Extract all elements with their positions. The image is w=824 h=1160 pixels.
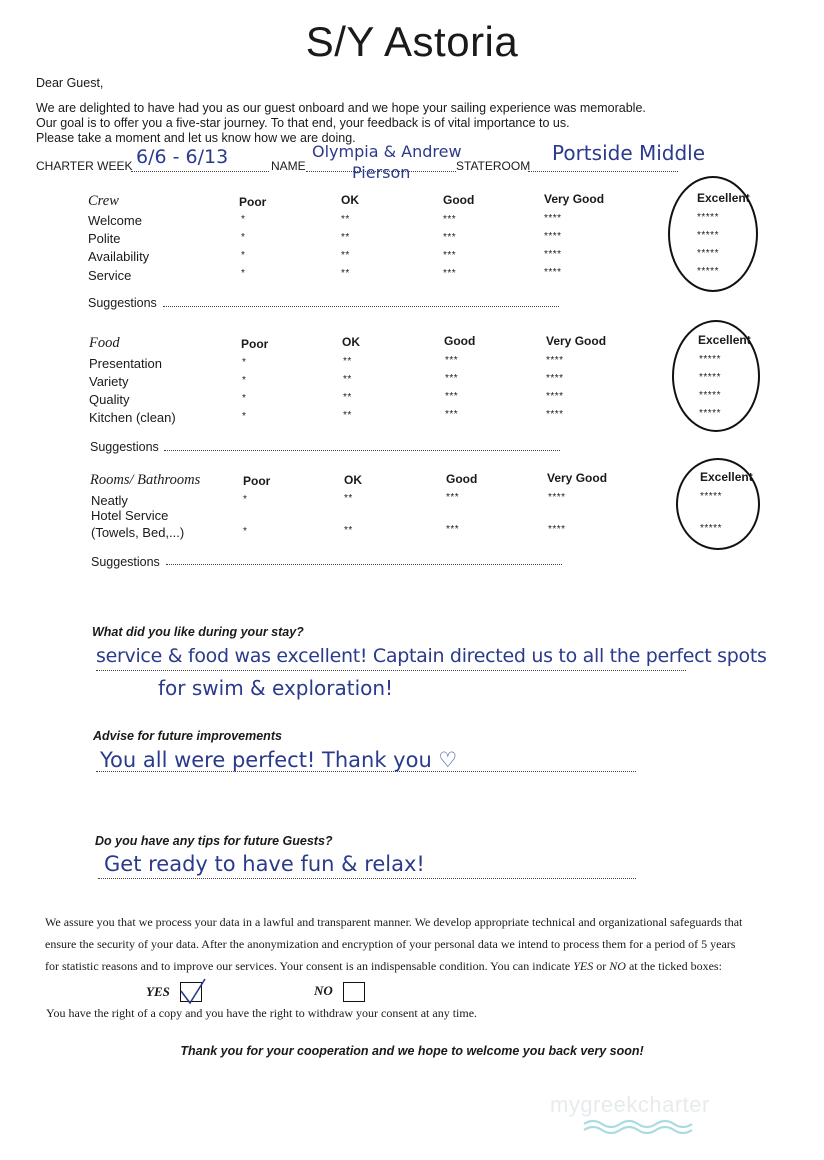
legal-rights: You have the right of a copy and you have the right to withdraw your consent at any time. bbox=[46, 1006, 478, 1020]
col-very-good-rooms: Very Good bbox=[547, 471, 608, 485]
closing-note: Thank you for your cooperation and we hope to welcome you back very soon! bbox=[180, 1044, 644, 1058]
crew-row-polite: Polite bbox=[88, 231, 121, 246]
rooms-hotel-very-good[interactable]: **** bbox=[548, 524, 566, 535]
col-very-good-food: Very Good bbox=[546, 334, 607, 348]
crew-welcome-excellent[interactable]: ***** bbox=[697, 212, 719, 223]
col-good-food: Good bbox=[444, 334, 476, 348]
crew-suggestions-line[interactable] bbox=[163, 306, 559, 307]
crew-polite-very-good[interactable]: **** bbox=[544, 231, 562, 242]
rooms-neatly-very-good[interactable]: **** bbox=[548, 492, 566, 503]
crew-availability-ok[interactable]: ** bbox=[341, 250, 350, 261]
col-poor-rooms: Poor bbox=[243, 474, 271, 488]
rooms-hotel-excellent[interactable]: ***** bbox=[700, 523, 722, 534]
food-kitchen-excellent[interactable]: ***** bbox=[699, 408, 721, 419]
col-good-rooms: Good bbox=[446, 472, 478, 486]
excellent-circle-rooms bbox=[676, 458, 760, 550]
crew-polite-good[interactable]: *** bbox=[443, 232, 457, 243]
rooms-suggestions-line[interactable] bbox=[166, 564, 562, 565]
answer-liked-line1[interactable]: service & food was excellent! Captain directed us to all the perfect spots bbox=[96, 645, 767, 667]
food-variety-excellent[interactable]: ***** bbox=[699, 372, 721, 383]
crew-polite-excellent[interactable]: ***** bbox=[697, 230, 719, 241]
legal-or-word: or bbox=[593, 959, 610, 973]
food-suggestions-line[interactable] bbox=[164, 450, 560, 451]
legal-no-word: NO bbox=[609, 959, 626, 973]
col-poor-food: Poor bbox=[241, 337, 269, 351]
crew-row-welcome: Welcome bbox=[88, 213, 142, 228]
crew-row-service: Service bbox=[88, 268, 132, 283]
rooms-neatly-poor[interactable]: * bbox=[243, 494, 248, 505]
rooms-hotel-good[interactable]: *** bbox=[446, 524, 460, 535]
col-excellent-rooms: Excellent bbox=[700, 470, 753, 484]
food-variety-good[interactable]: *** bbox=[445, 373, 459, 384]
legal-line-3b: at the ticked boxes: bbox=[625, 959, 722, 973]
food-presentation-excellent[interactable]: ***** bbox=[699, 354, 721, 365]
crew-service-excellent[interactable]: ***** bbox=[697, 266, 719, 277]
answer-liked-line bbox=[96, 670, 686, 671]
rooms-row-towels: (Towels, Bed,...) bbox=[91, 525, 185, 540]
section-title-food: Food bbox=[89, 335, 120, 351]
crew-row-availability: Availability bbox=[88, 249, 150, 264]
crew-service-poor[interactable]: * bbox=[241, 268, 246, 279]
food-kitchen-good[interactable]: *** bbox=[445, 409, 459, 420]
page-title: S/Y Astoria bbox=[305, 18, 519, 65]
question-tips: Do you have any tips for future Guests? bbox=[95, 834, 333, 848]
food-variety-ok[interactable]: ** bbox=[343, 374, 352, 385]
consent-yes-checkbox[interactable] bbox=[180, 982, 202, 1002]
stateroom-line bbox=[528, 171, 678, 172]
rooms-hotel-poor[interactable]: * bbox=[243, 526, 248, 537]
name-label: NAME bbox=[271, 159, 306, 173]
wave-icon bbox=[582, 1118, 696, 1134]
crew-polite-ok[interactable]: ** bbox=[341, 232, 350, 243]
food-variety-poor[interactable]: * bbox=[242, 375, 247, 386]
food-quality-good[interactable]: *** bbox=[445, 391, 459, 402]
legal-line-3a: for statistic reasons and to improve our services. Your consent is an indispensable condition. You can indicate bbox=[45, 959, 574, 973]
crew-service-good[interactable]: *** bbox=[443, 268, 457, 279]
crew-suggestions-label: Suggestions bbox=[88, 296, 157, 310]
legal-line-2: ensure the security of your data. After the anonymization and encryption of your personal data we intend to process them for a period of 5 years bbox=[45, 937, 736, 951]
crew-availability-excellent[interactable]: ***** bbox=[697, 248, 719, 259]
col-ok: OK bbox=[341, 193, 359, 207]
intro-line-3: Please take a moment and let us know how we are doing. bbox=[36, 131, 356, 145]
intro-line-1: We are delighted to have had you as our guest onboard and we hope your sailing experience was memorable. bbox=[36, 101, 646, 115]
food-kitchen-very-good[interactable]: **** bbox=[546, 409, 564, 420]
crew-welcome-very-good[interactable]: **** bbox=[544, 213, 562, 224]
crew-service-ok[interactable]: ** bbox=[341, 268, 350, 279]
food-quality-ok[interactable]: ** bbox=[343, 392, 352, 403]
name-value-line1[interactable]: Olympia & Andrew bbox=[312, 142, 462, 161]
answer-tips[interactable]: Get ready to have fun & relax! bbox=[104, 852, 425, 876]
food-suggestions-label: Suggestions bbox=[90, 440, 159, 454]
crew-availability-very-good[interactable]: **** bbox=[544, 249, 562, 260]
food-row-quality: Quality bbox=[89, 392, 130, 407]
question-improvements: Advise for future improvements bbox=[93, 729, 282, 743]
rooms-neatly-excellent[interactable]: ***** bbox=[700, 491, 722, 502]
section-title-rooms: Rooms/ Bathrooms bbox=[90, 472, 201, 488]
watermark-text: mygreekcharter bbox=[550, 1092, 710, 1117]
crew-availability-poor[interactable]: * bbox=[241, 250, 246, 261]
answer-tips-line bbox=[98, 878, 636, 879]
food-row-variety: Variety bbox=[89, 374, 129, 389]
rooms-hotel-ok[interactable]: ** bbox=[344, 525, 353, 536]
food-quality-very-good[interactable]: **** bbox=[546, 391, 564, 402]
food-kitchen-poor[interactable]: * bbox=[242, 411, 247, 422]
crew-availability-good[interactable]: *** bbox=[443, 250, 457, 261]
food-presentation-poor[interactable]: * bbox=[242, 357, 247, 368]
answer-improvements[interactable]: You all were perfect! Thank you ♡ bbox=[100, 748, 458, 772]
greeting: Dear Guest, bbox=[36, 76, 104, 90]
legal-yes-word: YES bbox=[573, 959, 594, 973]
food-presentation-good[interactable]: *** bbox=[445, 355, 459, 366]
legal-line-1: We assure you that we process your data in a lawful and transparent manner. We develop appropriate technical and organizational safeguards that bbox=[45, 915, 743, 929]
rooms-neatly-good[interactable]: *** bbox=[446, 492, 460, 503]
crew-welcome-good[interactable]: *** bbox=[443, 214, 457, 225]
charter-week-label: CHARTER WEEK bbox=[36, 159, 133, 173]
consent-yes-label: YES bbox=[146, 984, 170, 999]
stateroom-label: STATEROOM bbox=[456, 159, 531, 173]
col-poor: Poor bbox=[239, 195, 267, 209]
intro-line-2: Our goal is to offer you a five-star journey. To that end, your feedback is of vital importance to us. bbox=[36, 116, 570, 130]
food-quality-poor[interactable]: * bbox=[242, 393, 247, 404]
food-quality-excellent[interactable]: ***** bbox=[699, 390, 721, 401]
rooms-row-neatly: Neatly bbox=[91, 493, 128, 508]
col-excellent-food: Excellent bbox=[698, 333, 751, 347]
legal-line-3 bbox=[45, 956, 722, 977]
watermark-logo bbox=[550, 1092, 710, 1118]
charter-week-line bbox=[131, 171, 269, 172]
crew-polite-poor[interactable]: * bbox=[241, 232, 246, 243]
food-kitchen-ok[interactable]: ** bbox=[343, 410, 352, 421]
crew-welcome-ok[interactable]: ** bbox=[341, 214, 350, 225]
food-presentation-very-good[interactable]: **** bbox=[546, 355, 564, 366]
food-variety-very-good[interactable]: **** bbox=[546, 373, 564, 384]
rooms-row-hotel-service: Hotel Service bbox=[91, 508, 169, 523]
name-value-line2: Pierson bbox=[352, 163, 411, 182]
food-row-kitchen: Kitchen (clean) bbox=[89, 410, 176, 425]
answer-liked-line2: for swim & exploration! bbox=[158, 676, 394, 700]
col-excellent: Excellent bbox=[697, 191, 750, 205]
food-presentation-ok[interactable]: ** bbox=[343, 356, 352, 367]
section-title-crew: Crew bbox=[88, 193, 119, 209]
rooms-neatly-ok[interactable]: ** bbox=[344, 493, 353, 504]
col-good: Good bbox=[443, 193, 475, 207]
stateroom-value[interactable]: Portside Middle bbox=[552, 141, 706, 165]
consent-no-label: NO bbox=[314, 983, 333, 998]
col-ok-food: OK bbox=[342, 335, 360, 349]
col-very-good: Very Good bbox=[544, 192, 605, 206]
question-liked: What did you like during your stay? bbox=[92, 625, 304, 639]
charter-week-value[interactable]: 6/6 - 6/13 bbox=[136, 146, 229, 168]
crew-service-very-good[interactable]: **** bbox=[544, 267, 562, 278]
crew-welcome-poor[interactable]: * bbox=[241, 214, 246, 225]
rooms-suggestions-label: Suggestions bbox=[91, 555, 160, 569]
food-row-presentation: Presentation bbox=[89, 356, 162, 371]
consent-no-checkbox[interactable] bbox=[343, 982, 365, 1002]
col-ok-rooms: OK bbox=[344, 473, 362, 487]
